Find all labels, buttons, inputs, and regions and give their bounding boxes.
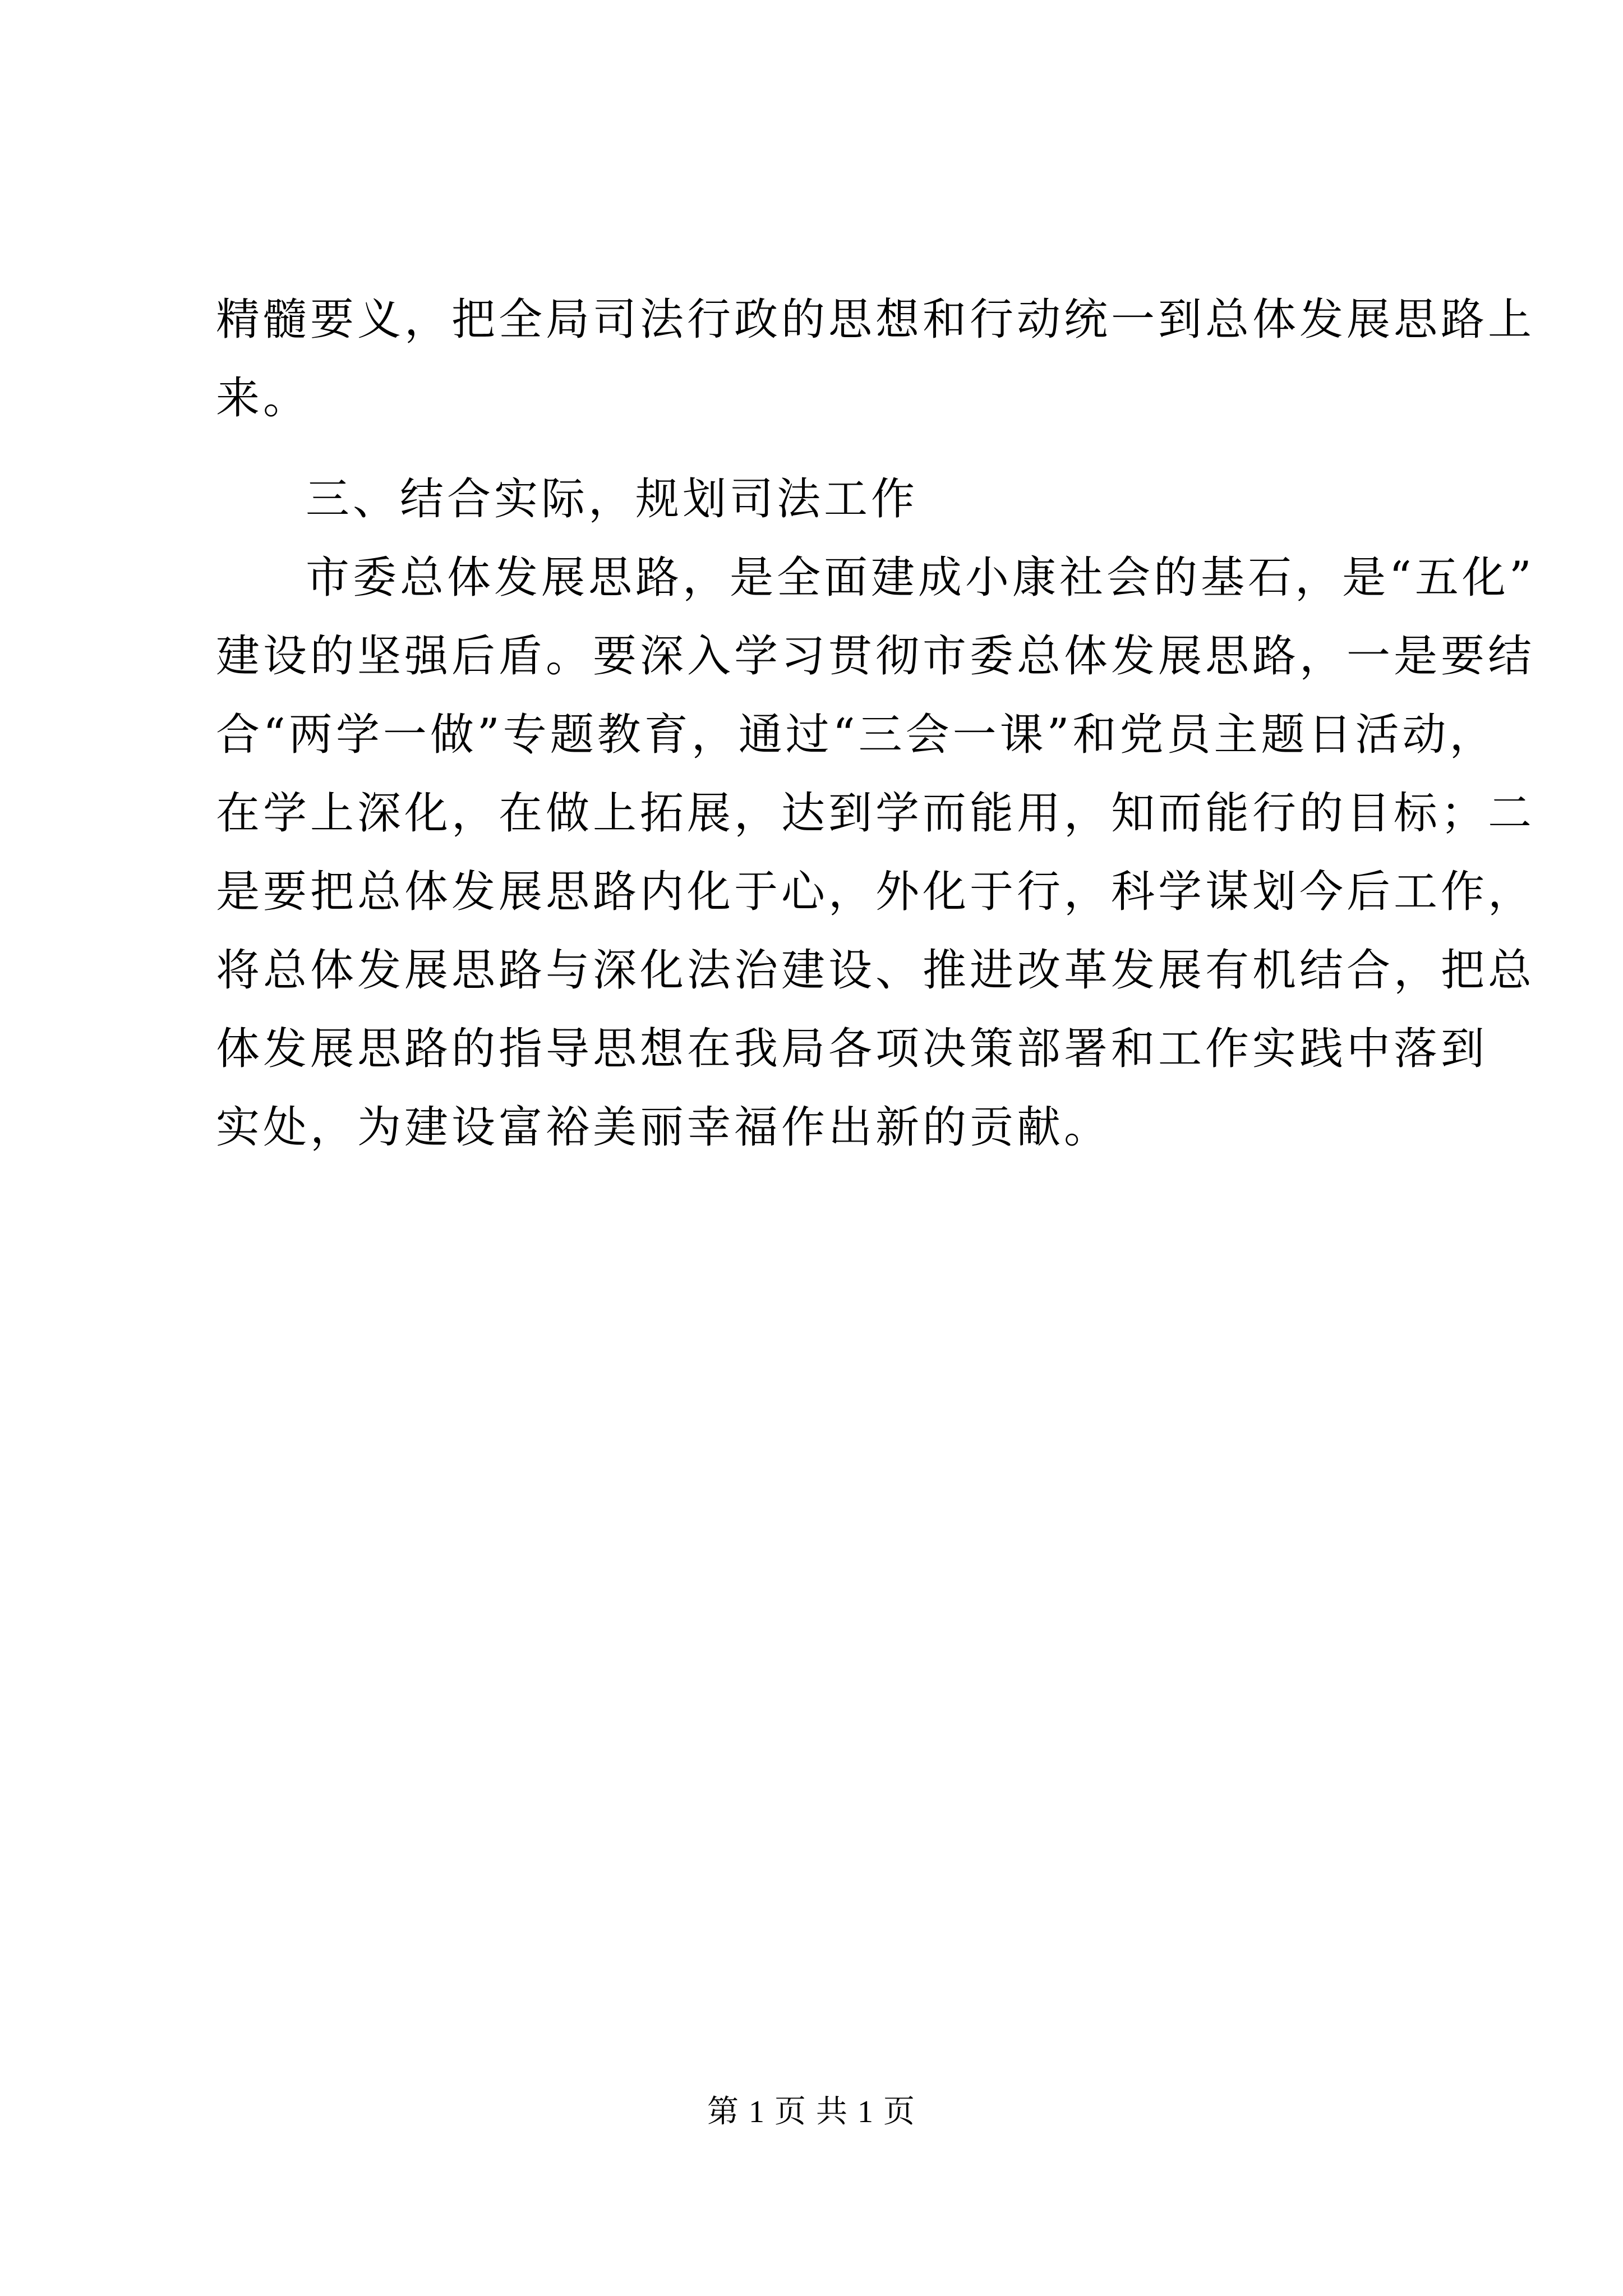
paragraph-line: 在学上深化，在做上拓展，达到学而能用，知而能行的目标；二 bbox=[216, 788, 1536, 839]
section-heading: 三、结合实际，规划司法工作 bbox=[306, 474, 919, 524]
paragraph-line: 市委总体发展思路，是全面建成小康社会的基石，是“五化” bbox=[306, 553, 1535, 603]
paragraph-line: 实处，为建设富裕美丽幸福作出新的贡献。 bbox=[216, 1102, 1112, 1153]
page-number-footer: 第 1 页 共 1 页 bbox=[707, 2095, 916, 2129]
paragraph-line: 体发展思路的指导思想在我局各项决策部署和工作实践中落到 bbox=[216, 1024, 1488, 1074]
paragraph-line: 将总体发展思路与深化法治建设、推进改革发展有机结合，把总 bbox=[216, 945, 1536, 996]
paragraph-line: 建设的坚强后盾。要深入学习贯彻市委总体发展思路，一是要结 bbox=[216, 631, 1536, 682]
paragraph-line: 来。 bbox=[216, 373, 311, 424]
paragraph-line: 是要把总体发展思路内化于心，外化于行，科学谋划今后工作， bbox=[216, 867, 1536, 917]
paragraph-line: 合“两学一做”专题教育，通过“三会一课”和党员主题日活动， bbox=[216, 710, 1497, 760]
paragraph-line: 精髓要义，把全局司法行政的思想和行动统一到总体发展思路上 bbox=[216, 295, 1536, 345]
